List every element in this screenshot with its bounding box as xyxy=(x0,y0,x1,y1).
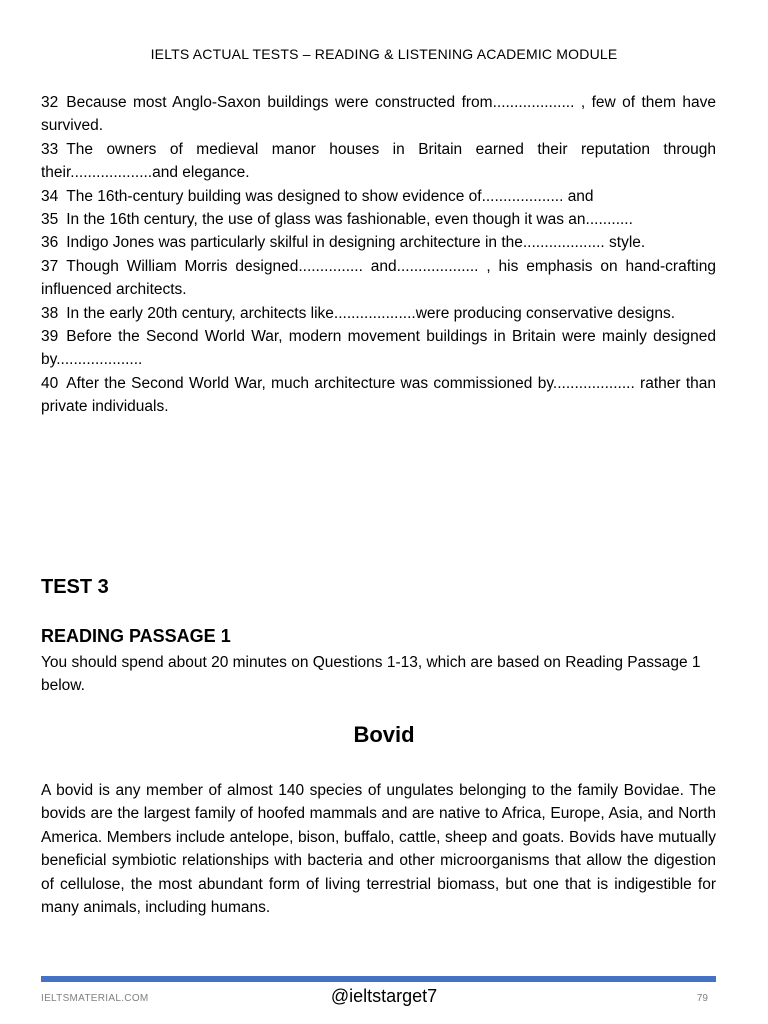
footer-site: IELTSMATERIAL.COM xyxy=(41,993,149,1004)
page-header: IELTS ACTUAL TESTS – READING & LISTENING ACADEMIC MODULE xyxy=(150,46,618,62)
question-number: 34 xyxy=(41,187,59,205)
question-35 xyxy=(41,208,716,231)
question-number: 33 xyxy=(41,140,59,158)
question-text: Indigo Jones was particularly skilful in designing architecture in the................... style. xyxy=(66,234,646,252)
question-33 xyxy=(41,138,716,185)
question-34 xyxy=(41,185,716,208)
question-32 xyxy=(41,91,716,138)
page-number: 79 xyxy=(696,993,708,1004)
question-text: The owners of medieval manor houses in Britain earned their reputation through their...................and elegance. xyxy=(41,140,716,182)
question-number: 38 xyxy=(41,304,59,322)
question-text: Before the Second World War, modern movement buildings in Britain were mainly designed by.................... xyxy=(41,328,716,369)
passage-instructions: You should spend about 20 minutes on Questions 1-13, which are based on Reading Passage 1 below. xyxy=(41,654,701,695)
question-number: 40 xyxy=(41,374,59,392)
question-number: 37 xyxy=(41,257,59,275)
question-text: In the early 20th century, architects like...................were producing conservative designs. xyxy=(66,304,676,322)
footer-handle: @ieltstarget7 xyxy=(330,986,438,1006)
question-text: Because most Anglo-Saxon buildings were constructed from................... , few of them have survived. xyxy=(41,94,716,135)
question-text: After the Second World War, much architecture was commissioned by................... rather than private individuals. xyxy=(41,374,716,416)
question-text: In the 16th century, the use of glass was fashionable, even though it was an........... xyxy=(66,211,633,229)
question-36 xyxy=(41,231,716,254)
question-40 xyxy=(41,372,716,419)
question-38 xyxy=(41,302,716,325)
passage-title: READING PASSAGE 1 xyxy=(41,626,231,646)
question-39 xyxy=(41,325,716,372)
test-title: TEST 3 xyxy=(41,576,109,598)
question-text: The 16th-century building was designed to show evidence of................... and xyxy=(66,187,594,205)
question-list xyxy=(41,91,716,419)
footer-divider xyxy=(41,976,716,982)
question-text: Though William Morris designed............... and................... , his emphasis on hand-crafting influenced architects. xyxy=(41,257,716,299)
article-title: Bovid xyxy=(353,722,415,747)
question-number: 39 xyxy=(41,328,59,346)
question-number: 32 xyxy=(41,94,59,111)
question-37 xyxy=(41,255,716,302)
question-number: 35 xyxy=(41,211,59,229)
question-number: 36 xyxy=(41,234,59,252)
article-body: A bovid is any member of almost 140 species of ungulates belonging to the family Bovidae. The bovids are the largest family of hoofed mammals and are native to Africa, Europe, Asia, and North America. Members include antelope, bison, buffalo, cattle, sheep and goats. Bovids have mutually beneficial symbiotic relationships with bacteria and other microorganisms that allow the digestion of cellulose, the most abundant form of living terrestrial biomass, but one that is indigestible for many animals, including humans. xyxy=(41,782,716,917)
